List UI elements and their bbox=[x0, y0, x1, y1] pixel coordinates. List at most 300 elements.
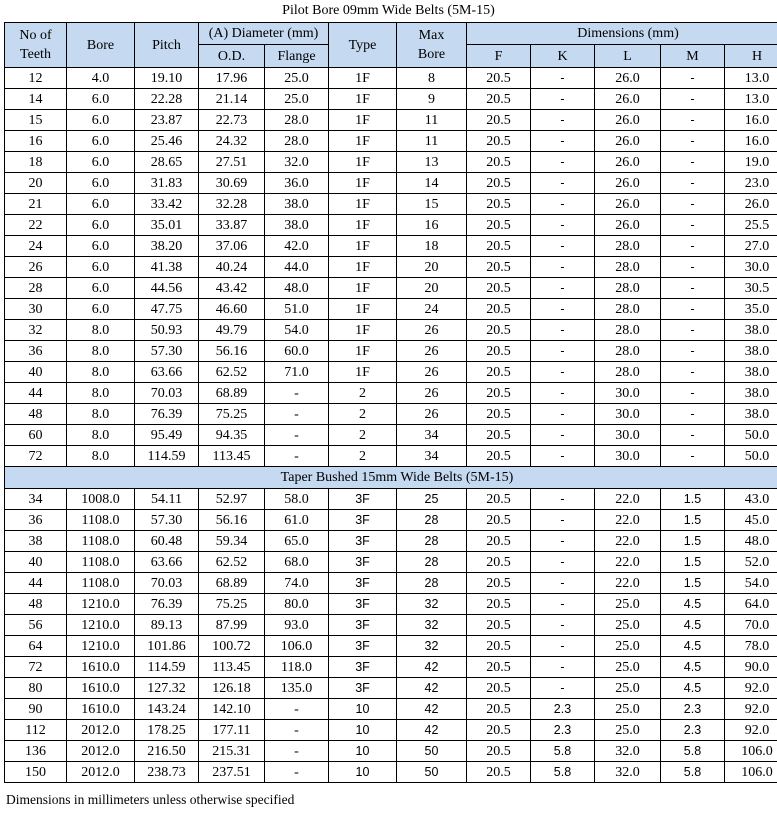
cell-bore: 8.0 bbox=[67, 320, 135, 341]
cell-bore: 6.0 bbox=[67, 299, 135, 320]
cell-od: 113.45 bbox=[199, 446, 265, 467]
cell-type: 1F bbox=[329, 131, 397, 152]
cell-flange: 51.0 bbox=[265, 299, 329, 320]
cell-od: 68.89 bbox=[199, 383, 265, 404]
cell-pitch: 70.03 bbox=[135, 573, 199, 594]
cell-max-bore: 9 bbox=[397, 89, 467, 110]
cell-flange: 54.0 bbox=[265, 320, 329, 341]
cell-max-bore: 24 bbox=[397, 299, 467, 320]
cell-type: 10 bbox=[329, 720, 397, 741]
cell-bore: 1008.0 bbox=[67, 489, 135, 510]
cell-flange: 48.0 bbox=[265, 278, 329, 299]
cell-max-bore: 20 bbox=[397, 278, 467, 299]
cell-bore: 1210.0 bbox=[67, 615, 135, 636]
taper-row bbox=[5, 678, 777, 699]
cell-l: 32.0 bbox=[595, 762, 661, 783]
col-header-pitch: Pitch bbox=[135, 23, 199, 68]
cell-type: 1F bbox=[329, 341, 397, 362]
cell-flange: - bbox=[265, 446, 329, 467]
cell-f: 20.5 bbox=[467, 615, 531, 636]
cell-flange: 44.0 bbox=[265, 257, 329, 278]
cell-type: 3F bbox=[329, 678, 397, 699]
cell-k: - bbox=[531, 299, 595, 320]
cell-f: 20.5 bbox=[467, 720, 531, 741]
cell-l: 26.0 bbox=[595, 68, 661, 89]
cell-teeth: 48 bbox=[5, 404, 67, 425]
cell-h: 106.0 bbox=[725, 762, 777, 783]
cell-pitch: 63.66 bbox=[135, 552, 199, 573]
cell-k: - bbox=[531, 68, 595, 89]
cell-k: - bbox=[531, 678, 595, 699]
cell-f: 20.5 bbox=[467, 152, 531, 173]
cell-pitch: 35.01 bbox=[135, 215, 199, 236]
cell-pitch: 50.93 bbox=[135, 320, 199, 341]
cell-bore: 6.0 bbox=[67, 236, 135, 257]
cell-bore: 6.0 bbox=[67, 215, 135, 236]
cell-bore: 8.0 bbox=[67, 425, 135, 446]
cell-f: 20.5 bbox=[467, 173, 531, 194]
cell-type: 2 bbox=[329, 425, 397, 446]
cell-od: 94.35 bbox=[199, 425, 265, 446]
cell-k: - bbox=[531, 131, 595, 152]
cell-k: - bbox=[531, 446, 595, 467]
cell-max-bore: 42 bbox=[397, 699, 467, 720]
cell-l: 26.0 bbox=[595, 152, 661, 173]
cell-pitch: 89.13 bbox=[135, 615, 199, 636]
cell-f: 20.5 bbox=[467, 383, 531, 404]
pilot-row bbox=[5, 341, 777, 362]
cell-h: 30.5 bbox=[725, 278, 777, 299]
cell-m: - bbox=[661, 131, 725, 152]
cell-m: - bbox=[661, 425, 725, 446]
cell-h: 16.0 bbox=[725, 110, 777, 131]
cell-f: 20.5 bbox=[467, 636, 531, 657]
cell-od: 33.87 bbox=[199, 215, 265, 236]
cell-h: 13.0 bbox=[725, 89, 777, 110]
cell-pitch: 57.30 bbox=[135, 341, 199, 362]
cell-h: 38.0 bbox=[725, 362, 777, 383]
cell-k: - bbox=[531, 594, 595, 615]
cell-type: 1F bbox=[329, 299, 397, 320]
cell-k: - bbox=[531, 510, 595, 531]
cell-teeth: 30 bbox=[5, 299, 67, 320]
col-header-type: Type bbox=[329, 23, 397, 68]
cell-od: 24.32 bbox=[199, 131, 265, 152]
cell-max-bore: 32 bbox=[397, 594, 467, 615]
cell-type: 3F bbox=[329, 573, 397, 594]
cell-flange: 93.0 bbox=[265, 615, 329, 636]
cell-m: - bbox=[661, 341, 725, 362]
cell-bore: 1210.0 bbox=[67, 636, 135, 657]
cell-h: 52.0 bbox=[725, 552, 777, 573]
section-header-row bbox=[5, 467, 777, 489]
cell-pitch: 238.73 bbox=[135, 762, 199, 783]
cell-m: - bbox=[661, 320, 725, 341]
cell-od: 43.42 bbox=[199, 278, 265, 299]
cell-f: 20.5 bbox=[467, 320, 531, 341]
cell-teeth: 36 bbox=[5, 341, 67, 362]
cell-od: 113.45 bbox=[199, 657, 265, 678]
cell-k: 5.8 bbox=[531, 762, 595, 783]
cell-m: 1.5 bbox=[661, 573, 725, 594]
cell-l: 28.0 bbox=[595, 320, 661, 341]
cell-pitch: 127.32 bbox=[135, 678, 199, 699]
cell-pitch: 63.66 bbox=[135, 362, 199, 383]
taper-row bbox=[5, 489, 777, 510]
cell-bore: 8.0 bbox=[67, 446, 135, 467]
cell-teeth: 32 bbox=[5, 320, 67, 341]
cell-k: - bbox=[531, 636, 595, 657]
cell-f: 20.5 bbox=[467, 236, 531, 257]
cell-od: 68.89 bbox=[199, 573, 265, 594]
cell-l: 30.0 bbox=[595, 383, 661, 404]
cell-f: 20.5 bbox=[467, 404, 531, 425]
cell-bore: 1108.0 bbox=[67, 510, 135, 531]
cell-max-bore: 34 bbox=[397, 446, 467, 467]
cell-k: - bbox=[531, 278, 595, 299]
cell-od: 27.51 bbox=[199, 152, 265, 173]
cell-bore: 6.0 bbox=[67, 89, 135, 110]
cell-max-bore: 28 bbox=[397, 510, 467, 531]
cell-pitch: 60.48 bbox=[135, 531, 199, 552]
cell-k: - bbox=[531, 194, 595, 215]
cell-type: 1F bbox=[329, 89, 397, 110]
cell-type: 3F bbox=[329, 657, 397, 678]
cell-bore: 6.0 bbox=[67, 152, 135, 173]
cell-f: 20.5 bbox=[467, 341, 531, 362]
cell-l: 26.0 bbox=[595, 131, 661, 152]
cell-teeth: 14 bbox=[5, 89, 67, 110]
cell-bore: 6.0 bbox=[67, 278, 135, 299]
cell-m: 1.5 bbox=[661, 552, 725, 573]
cell-teeth: 12 bbox=[5, 68, 67, 89]
pilot-row bbox=[5, 257, 777, 278]
col-header-no-of-teeth-line2: Teeth bbox=[20, 47, 51, 62]
cell-od: 32.28 bbox=[199, 194, 265, 215]
cell-bore: 8.0 bbox=[67, 362, 135, 383]
cell-f: 20.5 bbox=[467, 762, 531, 783]
pilot-row bbox=[5, 236, 777, 257]
cell-bore: 1210.0 bbox=[67, 594, 135, 615]
cell-bore: 1610.0 bbox=[67, 678, 135, 699]
cell-l: 25.0 bbox=[595, 594, 661, 615]
cell-h: 30.0 bbox=[725, 257, 777, 278]
cell-l: 25.0 bbox=[595, 720, 661, 741]
col-header-dimensions-group: Dimensions (mm) bbox=[467, 23, 777, 45]
cell-m: - bbox=[661, 257, 725, 278]
cell-flange: 118.0 bbox=[265, 657, 329, 678]
cell-pitch: 76.39 bbox=[135, 594, 199, 615]
footnote: Dimensions in millimeters unless otherwise specified bbox=[6, 792, 295, 807]
cell-max-bore: 25 bbox=[397, 489, 467, 510]
cell-bore: 4.0 bbox=[67, 68, 135, 89]
pilot-row bbox=[5, 173, 777, 194]
cell-flange: 58.0 bbox=[265, 489, 329, 510]
cell-bore: 8.0 bbox=[67, 341, 135, 362]
cell-k: - bbox=[531, 110, 595, 131]
cell-f: 20.5 bbox=[467, 299, 531, 320]
cell-l: 32.0 bbox=[595, 741, 661, 762]
cell-max-bore: 18 bbox=[397, 236, 467, 257]
cell-flange: 32.0 bbox=[265, 152, 329, 173]
col-header-max-bore bbox=[397, 23, 467, 68]
pilot-row bbox=[5, 215, 777, 236]
cell-type: 1F bbox=[329, 110, 397, 131]
cell-od: 126.18 bbox=[199, 678, 265, 699]
cell-l: 25.0 bbox=[595, 657, 661, 678]
taper-row bbox=[5, 615, 777, 636]
pulley-spec-table bbox=[4, 22, 777, 783]
cell-max-bore: 26 bbox=[397, 362, 467, 383]
cell-teeth: 28 bbox=[5, 278, 67, 299]
cell-max-bore: 28 bbox=[397, 573, 467, 594]
cell-pitch: 33.42 bbox=[135, 194, 199, 215]
cell-type: 1F bbox=[329, 236, 397, 257]
cell-k: - bbox=[531, 425, 595, 446]
cell-pitch: 54.11 bbox=[135, 489, 199, 510]
cell-m: 4.5 bbox=[661, 657, 725, 678]
cell-l: 22.0 bbox=[595, 552, 661, 573]
cell-type: 10 bbox=[329, 741, 397, 762]
cell-teeth: 64 bbox=[5, 636, 67, 657]
cell-max-bore: 16 bbox=[397, 215, 467, 236]
cell-bore: 8.0 bbox=[67, 404, 135, 425]
cell-m: 4.5 bbox=[661, 615, 725, 636]
cell-h: 106.0 bbox=[725, 741, 777, 762]
cell-od: 75.25 bbox=[199, 404, 265, 425]
cell-flange: 28.0 bbox=[265, 110, 329, 131]
cell-type: 3F bbox=[329, 489, 397, 510]
cell-type: 3F bbox=[329, 531, 397, 552]
pilot-row bbox=[5, 299, 777, 320]
cell-teeth: 150 bbox=[5, 762, 67, 783]
cell-teeth: 38 bbox=[5, 531, 67, 552]
pilot-row bbox=[5, 320, 777, 341]
taper-row bbox=[5, 510, 777, 531]
cell-teeth: 80 bbox=[5, 678, 67, 699]
cell-od: 215.31 bbox=[199, 741, 265, 762]
cell-od: 75.25 bbox=[199, 594, 265, 615]
cell-h: 38.0 bbox=[725, 404, 777, 425]
cell-l: 30.0 bbox=[595, 446, 661, 467]
col-header-max-bore-line1: Max bbox=[418, 28, 445, 43]
cell-max-bore: 42 bbox=[397, 657, 467, 678]
header-row-1 bbox=[5, 23, 777, 45]
cell-od: 30.69 bbox=[199, 173, 265, 194]
cell-f: 20.5 bbox=[467, 257, 531, 278]
cell-h: 27.0 bbox=[725, 236, 777, 257]
cell-bore: 8.0 bbox=[67, 383, 135, 404]
cell-f: 20.5 bbox=[467, 510, 531, 531]
cell-bore: 2012.0 bbox=[67, 741, 135, 762]
col-header-k: K bbox=[531, 45, 595, 68]
cell-flange: 80.0 bbox=[265, 594, 329, 615]
cell-bore: 6.0 bbox=[67, 194, 135, 215]
taper-row bbox=[5, 657, 777, 678]
cell-od: 17.96 bbox=[199, 68, 265, 89]
cell-f: 20.5 bbox=[467, 531, 531, 552]
cell-h: 92.0 bbox=[725, 699, 777, 720]
cell-type: 1F bbox=[329, 362, 397, 383]
cell-od: 49.79 bbox=[199, 320, 265, 341]
cell-type: 1F bbox=[329, 68, 397, 89]
cell-flange: 25.0 bbox=[265, 89, 329, 110]
taper-row bbox=[5, 762, 777, 783]
cell-f: 20.5 bbox=[467, 699, 531, 720]
cell-pitch: 114.59 bbox=[135, 657, 199, 678]
cell-h: 92.0 bbox=[725, 720, 777, 741]
cell-h: 78.0 bbox=[725, 636, 777, 657]
cell-teeth: 18 bbox=[5, 152, 67, 173]
cell-h: 54.0 bbox=[725, 573, 777, 594]
cell-bore: 1108.0 bbox=[67, 552, 135, 573]
cell-max-bore: 15 bbox=[397, 194, 467, 215]
cell-teeth: 24 bbox=[5, 236, 67, 257]
cell-m: - bbox=[661, 404, 725, 425]
pilot-row bbox=[5, 152, 777, 173]
cell-k: - bbox=[531, 615, 595, 636]
cell-k: - bbox=[531, 657, 595, 678]
cell-type: 10 bbox=[329, 762, 397, 783]
cell-pitch: 57.30 bbox=[135, 510, 199, 531]
cell-m: 4.5 bbox=[661, 678, 725, 699]
cell-type: 1F bbox=[329, 257, 397, 278]
cell-max-bore: 50 bbox=[397, 741, 467, 762]
cell-type: 2 bbox=[329, 404, 397, 425]
taper-row bbox=[5, 699, 777, 720]
cell-flange: 36.0 bbox=[265, 173, 329, 194]
cell-f: 20.5 bbox=[467, 573, 531, 594]
cell-pitch: 38.20 bbox=[135, 236, 199, 257]
cell-teeth: 34 bbox=[5, 489, 67, 510]
cell-pitch: 47.75 bbox=[135, 299, 199, 320]
cell-m: 1.5 bbox=[661, 531, 725, 552]
cell-type: 3F bbox=[329, 615, 397, 636]
cell-l: 22.0 bbox=[595, 510, 661, 531]
cell-h: 90.0 bbox=[725, 657, 777, 678]
cell-type: 3F bbox=[329, 636, 397, 657]
cell-pitch: 28.65 bbox=[135, 152, 199, 173]
pilot-row bbox=[5, 110, 777, 131]
cell-max-bore: 26 bbox=[397, 320, 467, 341]
cell-m: - bbox=[661, 215, 725, 236]
cell-h: 48.0 bbox=[725, 531, 777, 552]
cell-l: 26.0 bbox=[595, 173, 661, 194]
cell-teeth: 48 bbox=[5, 594, 67, 615]
col-header-m: M bbox=[661, 45, 725, 68]
cell-h: 64.0 bbox=[725, 594, 777, 615]
cell-od: 46.60 bbox=[199, 299, 265, 320]
cell-h: 23.0 bbox=[725, 173, 777, 194]
cell-f: 20.5 bbox=[467, 110, 531, 131]
cell-l: 22.0 bbox=[595, 489, 661, 510]
cell-m: 2.3 bbox=[661, 720, 725, 741]
cell-type: 3F bbox=[329, 510, 397, 531]
section-title-taper-bushed: Taper Bushed 15mm Wide Belts (5M-15) bbox=[5, 467, 777, 489]
cell-m: 2.3 bbox=[661, 699, 725, 720]
cell-h: 38.0 bbox=[725, 383, 777, 404]
taper-row bbox=[5, 594, 777, 615]
cell-bore: 1610.0 bbox=[67, 699, 135, 720]
cell-flange: - bbox=[265, 762, 329, 783]
col-header-max-bore-line2: Bore bbox=[417, 47, 446, 62]
cell-pitch: 44.56 bbox=[135, 278, 199, 299]
cell-h: 92.0 bbox=[725, 678, 777, 699]
cell-k: - bbox=[531, 257, 595, 278]
cell-od: 37.06 bbox=[199, 236, 265, 257]
pilot-row bbox=[5, 446, 777, 467]
col-header-l: L bbox=[595, 45, 661, 68]
cell-teeth: 72 bbox=[5, 446, 67, 467]
cell-l: 28.0 bbox=[595, 278, 661, 299]
cell-k: - bbox=[531, 215, 595, 236]
cell-f: 20.5 bbox=[467, 68, 531, 89]
cell-flange: - bbox=[265, 720, 329, 741]
cell-l: 26.0 bbox=[595, 194, 661, 215]
cell-od: 177.11 bbox=[199, 720, 265, 741]
cell-h: 50.0 bbox=[725, 446, 777, 467]
cell-m: 5.8 bbox=[661, 762, 725, 783]
cell-teeth: 36 bbox=[5, 510, 67, 531]
cell-pitch: 178.25 bbox=[135, 720, 199, 741]
cell-flange: - bbox=[265, 425, 329, 446]
cell-type: 1F bbox=[329, 194, 397, 215]
cell-od: 56.16 bbox=[199, 510, 265, 531]
cell-pitch: 143.24 bbox=[135, 699, 199, 720]
cell-max-bore: 34 bbox=[397, 425, 467, 446]
pilot-row bbox=[5, 194, 777, 215]
cell-f: 20.5 bbox=[467, 215, 531, 236]
cell-pitch: 22.28 bbox=[135, 89, 199, 110]
cell-teeth: 72 bbox=[5, 657, 67, 678]
cell-m: - bbox=[661, 236, 725, 257]
pilot-row bbox=[5, 278, 777, 299]
cell-teeth: 26 bbox=[5, 257, 67, 278]
cell-type: 1F bbox=[329, 278, 397, 299]
cell-l: 25.0 bbox=[595, 678, 661, 699]
pilot-row bbox=[5, 362, 777, 383]
cell-m: - bbox=[661, 194, 725, 215]
cell-max-bore: 50 bbox=[397, 762, 467, 783]
cell-max-bore: 32 bbox=[397, 636, 467, 657]
cell-k: - bbox=[531, 573, 595, 594]
cell-flange: 60.0 bbox=[265, 341, 329, 362]
cell-od: 100.72 bbox=[199, 636, 265, 657]
cell-type: 2 bbox=[329, 383, 397, 404]
cell-bore: 6.0 bbox=[67, 257, 135, 278]
taper-row bbox=[5, 741, 777, 762]
cell-od: 21.14 bbox=[199, 89, 265, 110]
cell-h: 35.0 bbox=[725, 299, 777, 320]
cell-m: - bbox=[661, 89, 725, 110]
cell-k: - bbox=[531, 89, 595, 110]
cell-h: 38.0 bbox=[725, 341, 777, 362]
pilot-row bbox=[5, 404, 777, 425]
cell-m: - bbox=[661, 173, 725, 194]
cell-bore: 6.0 bbox=[67, 131, 135, 152]
cell-m: - bbox=[661, 299, 725, 320]
cell-pitch: 114.59 bbox=[135, 446, 199, 467]
cell-k: 5.8 bbox=[531, 741, 595, 762]
taper-row bbox=[5, 531, 777, 552]
cell-max-bore: 42 bbox=[397, 720, 467, 741]
cell-teeth: 15 bbox=[5, 110, 67, 131]
cell-l: 28.0 bbox=[595, 257, 661, 278]
cell-k: - bbox=[531, 341, 595, 362]
cell-od: 62.52 bbox=[199, 552, 265, 573]
cell-f: 20.5 bbox=[467, 425, 531, 446]
cell-k: - bbox=[531, 236, 595, 257]
